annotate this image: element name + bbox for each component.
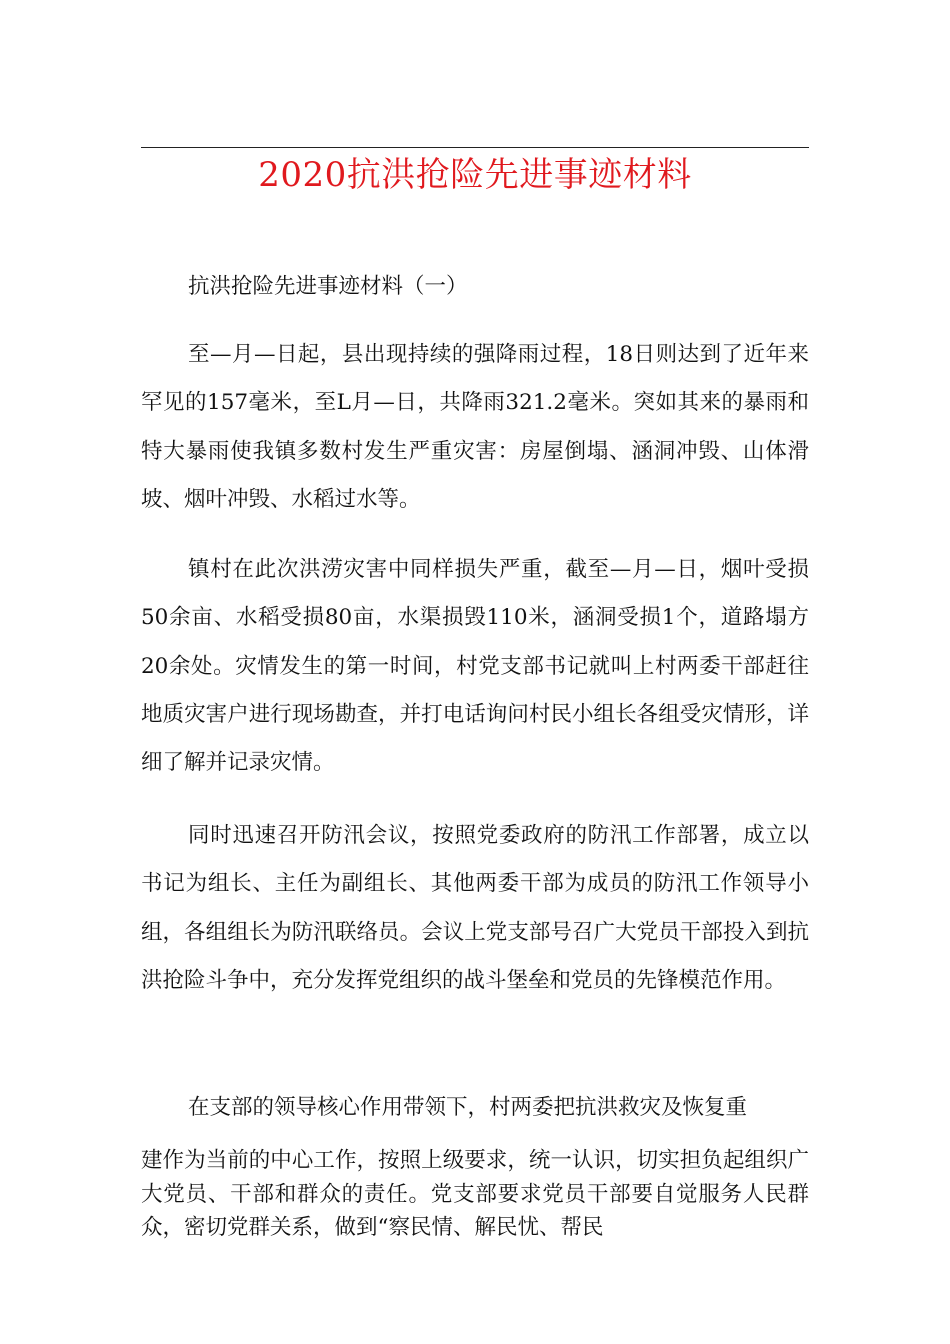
- paragraph-3: 同时迅速召开防汛会议，按照党委政府的防汛工作部署，成立以书记为组长、主任为副组长、其他两委干部为成员的防汛工作领导小组，各组组长为防汛联络员。会议上党支部号召广大党员干部投入到抗洪抢险斗争中，充分发挥党组织的战斗堡垒和党员的先锋模范作用。: [141, 823, 809, 993]
- header-rule: [141, 147, 809, 148]
- paragraph-4-first-line: 在支部的领导核心作用带领下，村两委把抗洪救灾及恢复重: [188, 1095, 748, 1120]
- paragraph-2: 镇村在此次洪涝灾害中同样损失严重，截至—月—日，烟叶受损50余亩、水稻受损80亩，水渠损毁110米，涵洞受损1个，道路塌方20余处。灾情发生的第一时间，村党支部书记就叫上村两委干部赶往地质灾害户进行现场勘查，并打电话询问村民小组长各组受灾情形，详细了解并记录灾情。: [141, 557, 809, 776]
- section-heading: 抗洪抢险先进事迹材料（一）: [188, 274, 468, 299]
- paragraph-1: 至—月—日起，县出现持续的强降雨过程，18日则达到了近年来罕见的157毫米，至L月—日，共降雨321.2毫米。突如其来的暴雨和特大暴雨使我镇多数村发生严重灾害：房屋倒塌、涵洞冲毁、山体滑坡、烟叶冲毁、水稻过水等。: [141, 342, 809, 512]
- document-title: 2020抗洪抢险先进事迹材料: [258, 155, 692, 195]
- paragraph-4-continuation: 建作为当前的中心工作，按照上级要求，统一认识，切实担负起组织广大党员、干部和群众的责任。党支部要求党员干部要自觉服务人民群众，密切党群关系，做到“察民情、解民忧、帮民: [141, 1148, 809, 1240]
